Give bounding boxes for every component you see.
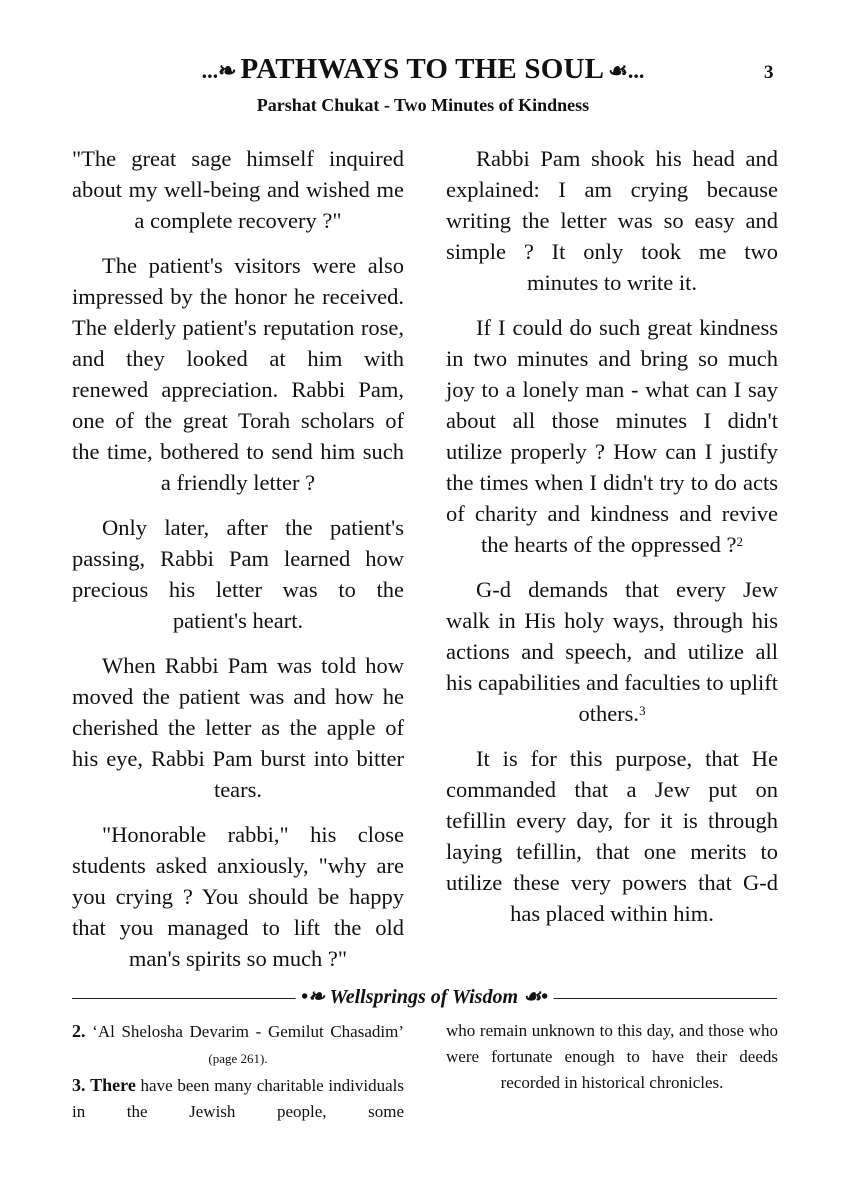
ornament-right-icon: ☙... xyxy=(608,58,645,83)
paragraph: Rabbi Pam shook his head and explained: I am crying because writing the letter was so easy and simple ? It only took me two minutes to write it. xyxy=(446,146,778,295)
left-column xyxy=(72,143,404,988)
footnote-3-continued: who remain unknown to this day, and those who were fortunate enough to have their deeds recorded in historical chronicles. xyxy=(446,1021,778,1092)
subtitle: Parshat Chukat - Two Minutes of Kindness xyxy=(256,95,590,115)
footnote-2: 2. ‘Al Shelosha Devarim - Gemilut Chasadim’ (page 261). xyxy=(72,1021,404,1066)
paragraph: When Rabbi Pam was told how moved the patient was and how he cherished the letter as the apple of his eye, Rabbi Pam burst into bitter tears. xyxy=(72,653,404,802)
page-number: 3 xyxy=(764,62,774,83)
footnote-3: 3. There have been many charitable individuals in the Jewish people, some xyxy=(72,1075,404,1121)
paragraph: It is for this purpose, that He commanded that a Jew put on tefillin every day, for it is through laying tefillin, that one merits to utilize these very powers that G-d has placed within him. xyxy=(446,746,778,926)
right-column xyxy=(446,143,778,943)
footnote-divider xyxy=(72,984,777,1012)
footnotes-right xyxy=(446,1018,778,1096)
paragraph: "Honorable rabbi," his close students asked anxiously, "why are you crying ? You should be happy that you managed to lift the old man's spirits so much ?" xyxy=(72,822,404,971)
ornament-left-icon: ...❧ xyxy=(201,58,237,83)
paragraph: The patient's visitors were also impressed by the honor he received. The elderly patient's reputation rose, and they looked at him with renewed appreciation. Rabbi Pam, one of the great Torah scholars of the time, bothered to send him such a friendly letter ? xyxy=(72,253,404,495)
paragraph: "The great sage himself inquired about my well-being and wished me a complete recovery ?" xyxy=(72,146,404,233)
paragraph: G-d demands that every Jew walk in His holy ways, through his actions and speech, and utilize all his capabilities and faculties to uplift others.$^3$ xyxy=(446,577,778,726)
paragraph: If I could do such great kindness in two minutes and bring so much joy to a lonely man - what can I say about all those minutes I didn't utilize properly ? How can I justify the times when I didn't try to do acts of charity and kindness and revive the hearts of the oppressed ?$^2$ xyxy=(446,315,778,557)
footnote-ref[interactable]: 3 xyxy=(639,703,646,718)
paragraph: Only later, after the patient's passing, Rabbi Pam learned how precious his letter was to the patient's heart. xyxy=(72,515,404,633)
page-title: PATHWAYS TO THE SOUL xyxy=(240,53,605,85)
running-header xyxy=(0,50,846,88)
divider-label: •❧ Wellsprings of Wisdom ☙• xyxy=(295,984,554,1009)
footnote-ref[interactable]: 2 xyxy=(736,534,744,549)
footnotes-left xyxy=(72,1018,404,1125)
